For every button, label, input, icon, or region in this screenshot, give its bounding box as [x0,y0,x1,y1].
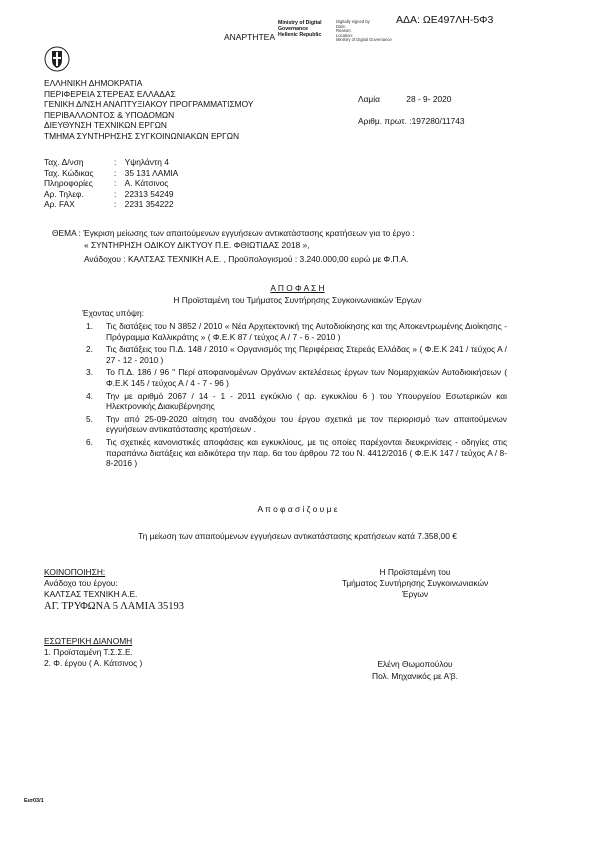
date-label: Λαμία [358,94,380,104]
document-date [358,94,451,104]
sig-line: Ministry of Digital [278,20,322,26]
approve-text: Τη μείωση των απαιτούμενων εγγυήσεων αντικατάστασης κρατήσεων κατά 7.358,00 € [138,531,457,541]
sig-line: Governance [278,26,308,32]
signer-line: Έργων [401,589,429,599]
item-text: Την από 25-09-2020 αίτηση του αναδόχου του έργου σχετικά με τον περιορισμό των απαιτούμενων εγγυήσεων αντικατάστασης κρατήσεων . [106,413,507,435]
item-text: Τις διατάξεις του Π.Δ. 148 / 2010 « Οργανισμός της Περιφέρειας Στερεάς Ελλάδας » ( Φ.Ε.Κ 241 / τεύχος Α / 27 - 12 - 2010 ) [106,344,507,365]
header-line: ΔΙΕΥΘΥΝΣΗ ΤΕΧΝΙΚΩΝ ΕΡΓΩΝ [44,120,167,131]
list-item [82,367,507,388]
signer-name: Ελένη Θωμοπούλου [377,659,453,669]
sig-detail: Date: [336,23,347,29]
internal-distribution [44,636,142,669]
contact-value: 35 131 ΛΑΜΙΑ [124,167,179,178]
decision-author: Η Προϊσταμένη του Τμήματος Συντήρησης Συγκοινωνιακών Έργων [173,295,422,305]
greek-coat-of-arms-icon [44,46,70,72]
contact-label: Ταχ. Δ/νση [44,157,84,167]
notification-title: ΚΟΙΝΟΠΟΙΗΣΗ: [44,567,106,577]
contact-label: Πληροφορίες [44,178,93,189]
ada-code: ΑΔΑ: ΩΕ497ΛΗ-5Φ3 [396,14,494,26]
decision-title: Α Π Ο Φ Α Σ Η [270,283,325,293]
signer-block [300,567,530,600]
list-item [82,321,507,342]
sig-detail: Reason: [336,28,352,34]
contractor-address: ΑΓ. ΤΡΥΦΩΝΑ 5 ΛΑΜΙΑ 35193 [44,601,184,612]
having-in-mind: Έχοντας υπόψη: [82,308,144,318]
notification-line: Ανάδοχο του έργου: [44,578,118,588]
signer-role: Πολ. Μηχανικός με Α'β. [372,671,458,681]
item-number: 4. [86,390,93,401]
contact-label: Αρ. FAX [44,199,75,210]
item-text: Τις σχετικές κανονιστικές αποφάσεις και εγκυκλίους, με τις οποίες παρέχονται διευκρινίσεις - οδηγίες στις παραπάνω διατάξεις και ειδικότερα την παρ. 6α του άρθρου 72 του Ν. 4412/2016 ( Φ.Ε.Κ 147 / τεύχος Α / 8-8-2016 ) [106,436,507,469]
item-number: 1. [86,321,93,331]
contact-value: 22313 54249 [124,188,174,199]
item-number: 2. [86,344,93,355]
digital-signature-block [278,20,322,38]
contact-value: Α. Κάτσινος [124,178,169,189]
anartitea-label: ΑΝΑΡΤΗΤΕΑ [224,32,276,42]
list-item [82,414,507,435]
item-number: 3. [86,367,93,378]
contact-row: Αρ. Τηλεφ. : 22313 54249 [44,188,174,199]
contact-row: Ταχ. Κώδικας : 35 131 ΛΑΜΙΑ [44,167,179,178]
item-number: 6. [86,436,93,447]
contact-value: 2231 354222 [124,199,174,210]
list-item [82,344,507,365]
header-line: ΠΕΡΙΒΑΛΛΟΝΤΟΣ & ΥΠΟΔΟΜΩΝ [44,109,175,120]
digital-signature-detail [336,20,392,43]
contact-row: Πληροφορίες : Α. Κάτσινος [44,178,169,189]
header-line: ΤΜΗΜΑ ΣΥΝΤΗΡΗΣΗΣ ΣΥΓΚΟΙΝΩΝΙΑΚΩΝ ΕΡΓΩΝ [44,130,240,141]
contact-label: Αρ. Τηλεφ. [44,188,84,199]
list-item [82,391,507,412]
sig-detail: Digitally signed by [336,19,370,24]
signer-name-block [300,658,530,682]
list-item [82,437,507,469]
header-line: ΠΕΡΙΦΕΡΕΙΑ ΣΤΕΡΕΑΣ ΕΛΛΑΔΑΣ [44,88,176,99]
contact-label: Ταχ. Κώδικας [44,167,94,178]
contact-row: Αρ. FAX : 2231 354222 [44,199,174,210]
item-text: Τις διατάξεις του Ν 3852 / 2010 « Νέα Αρχιτεκτονική της Αυτοδιοίκησης και της Αποκεντρωμένης Διοίκησης - Πρόγραμμα Καλλικράτης » ( Φ.Ε.Κ 87 / τεύχος Α / 7 - 6 - 2010 ) [106,321,507,342]
subject-line-3: Ανάδοχου : ΚΑΛΤΣΑΣ ΤΕΧΝΙΚΗ Α.Ε. , Προϋπολογισμού : 3.240.000,00 ευρώ με Φ.Π.Α. [84,254,409,264]
header-line: ΓΕΝΙΚΗ Δ/ΝΣΗ ΑΝΑΠΤΥΞΙΑΚΟΥ ΠΡΟΓΡΑΜΜΑΤΙΣΜΟΥ [44,99,254,110]
contact-details [44,157,178,210]
item-text: Την με αριθμό 2067 / 14 - 1 - 2011 εγκύκλιο ( αρ. εγκυκλίου 6 ) του Υπουργείου Εσωτερικών και Ηλεκτρονικής Διακυβέρνησης [106,390,507,412]
item-number: 5. [86,413,93,424]
protocol-number: Αριθμ. πρωτ. :197280/11743 [358,116,465,126]
sig-detail: Location: [336,32,353,38]
sig-detail: Ministry of Digital Governance [336,37,392,43]
subject-line-1: ΘΕΜΑ : Έγκριση μείωσης των απαιτούμενων εγγυήσεων αντικατάστασης κρατήσεων για το έργο : [52,228,415,238]
contact-row: Ταχ. Δ/νση : Υψηλάντη 4 [44,157,169,167]
notification-block [44,567,184,614]
sig-line: Hellenic Republic [278,32,322,38]
issuer-header [44,78,253,142]
footer-code: Εισ03/1 [24,798,44,804]
item-text: Το Π.Δ. 186 / 96 " Περί αποφαινομένων Οργάνων εκτελέσεως έργων των Νομαρχιακών Αυτοδιοικήσεων ( Φ.Ε.Κ 145 / τεύχος Α / 4 - 7 - 96 ) [106,367,507,388]
internal-title: ΕΣΩΤΕΡΙΚΗ ΔΙΑΝΟΜΗ [44,636,133,646]
considerations-list [82,321,507,471]
signer-line: Η Προϊσταμένη του [379,567,451,577]
internal-line: 1. Προϊσταμένη Τ.Σ.Σ.Ε. [44,647,133,657]
header-line: ΕΛΛΗΝΙΚΗ ΔΗΜΟΚΡΑΤΙΑ [44,78,143,88]
notification-line: ΚΑΛΤΣΑΣ ΤΕΧΝΙΚΗ Α.Ε. [44,589,138,599]
date-value: 28 - 9- 2020 [406,94,452,104]
subject-line-2: « ΣΥΝΤΗΡΗΣΗ ΟΔΙΚΟΥ ΔΙΚΤΥΟΥ Π.Ε. ΦΘΙΩΤΙΔΑΣ 2018 », [84,240,310,250]
internal-line: 2. Φ. έργου ( Α. Κάτσινος ) [44,658,143,668]
signer-line: Τμήματος Συντήρησης Συγκοινωνιακών [341,578,489,588]
approve-title: Α π ο φ α σ ί ζ ο υ μ ε [257,504,338,514]
contact-value: Υψηλάντη 4 [124,157,169,167]
